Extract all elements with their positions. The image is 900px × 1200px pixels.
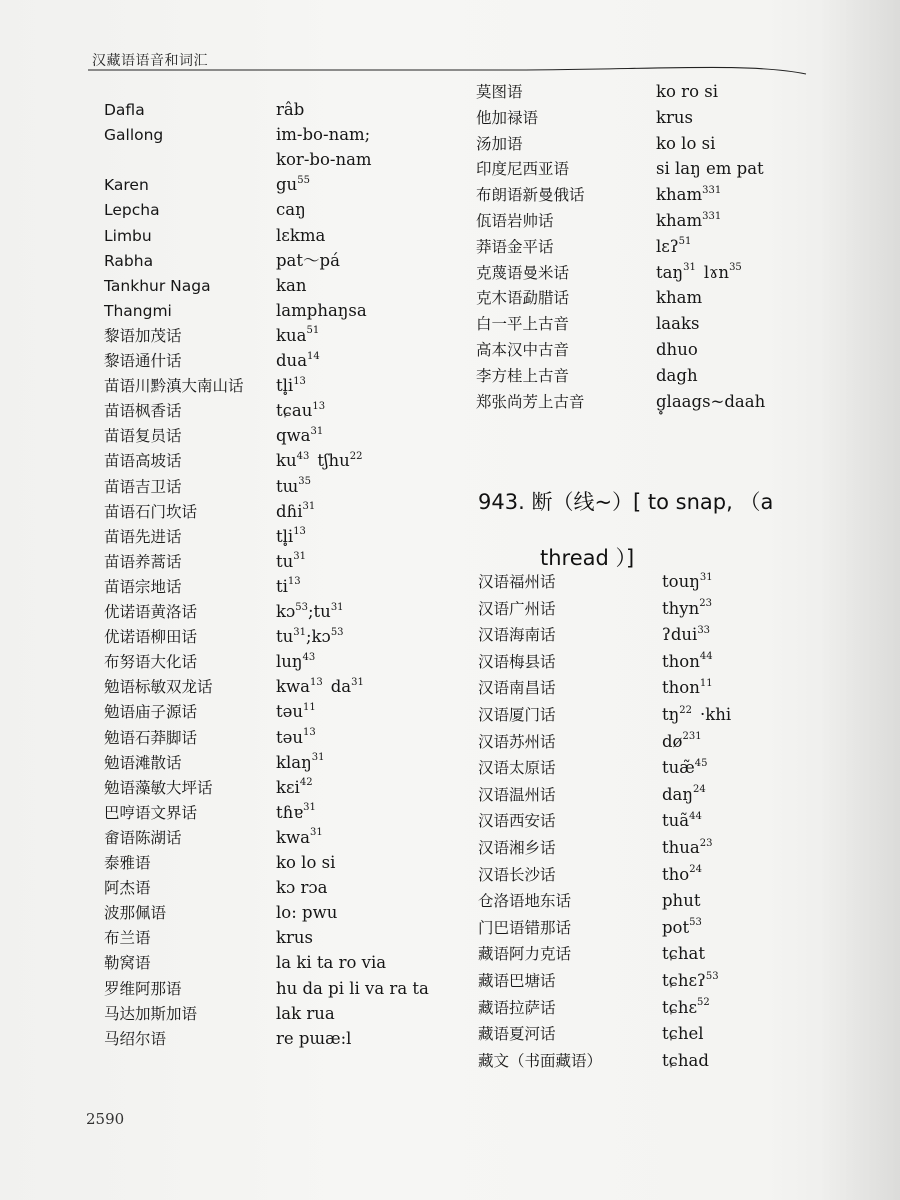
tone-mark: 44 [699, 651, 713, 663]
word-form [656, 157, 764, 181]
word-form [656, 209, 721, 233]
tone-mark: 13 [293, 375, 306, 387]
word-form [662, 756, 708, 780]
word-form [276, 249, 340, 273]
tone-mark: 331 [702, 184, 722, 196]
section-title: 断（线~）[ to snap, （a [531, 490, 774, 514]
language-name: Dafla [104, 101, 145, 119]
form-text: hu da pi li va ra ta [276, 978, 429, 998]
tone-mark-secondary: 22 [349, 450, 363, 462]
form-text: kham [656, 288, 703, 308]
word-form [656, 183, 721, 207]
word-form [656, 261, 742, 285]
tone-mark: 31 [310, 425, 324, 437]
tone-mark: 22 [679, 704, 692, 716]
form-text: kɔ rɔa [276, 878, 328, 898]
language-name: Limbu [104, 226, 152, 245]
tone-mark: 53 [295, 601, 308, 613]
language-name: 汉语苏州话 [478, 732, 556, 751]
language-name: 泰雅语 [104, 854, 151, 872]
form-text: tɕhɛʔ [662, 971, 706, 990]
form-text: thon [662, 678, 700, 698]
word-form [662, 730, 702, 754]
language-name: 藏语巴塘话 [478, 972, 556, 990]
tone-mark: 31 [683, 262, 696, 274]
tone-mark: 13 [287, 576, 301, 588]
word-form [276, 274, 306, 298]
language-name: 罗维阿那语 [104, 979, 182, 998]
language-name: Gallong [104, 126, 164, 145]
form-text: tɕhad [662, 1050, 709, 1070]
form-text: tuã [662, 811, 690, 831]
tone-mark: 35 [298, 476, 312, 487]
language-name: 克蔑语曼米话 [476, 263, 570, 282]
form-text: tho [662, 864, 690, 884]
word-form [276, 399, 325, 423]
word-form [276, 1002, 335, 1026]
form-text: thyn [662, 598, 700, 618]
word-form [276, 826, 323, 850]
language-name: 他加禄语 [476, 108, 539, 127]
language-name: 汉语福州话 [478, 573, 556, 591]
form-text: tu [276, 627, 294, 647]
language-name: 布努语大化话 [104, 653, 198, 672]
word-form [662, 623, 710, 647]
language-name: 苗语养蒿话 [104, 552, 182, 571]
form-text: pat～pá [276, 250, 340, 270]
word-form [276, 324, 319, 348]
language-name: 黎语通什话 [104, 352, 182, 370]
form-text: krus [656, 107, 693, 127]
form-text: tu [276, 551, 294, 571]
word-form [276, 926, 313, 950]
language-name: 苗语石门坎话 [104, 502, 198, 521]
word-form [276, 299, 367, 323]
tone-mark: 44 [689, 810, 702, 822]
language-name: 汤加语 [476, 134, 523, 153]
word-form [276, 173, 310, 197]
tone-mark: 33 [697, 624, 711, 636]
form-text: kɛi [276, 777, 300, 797]
form-text: lɛkma [276, 225, 326, 245]
form-text: tl̥i [276, 376, 294, 396]
word-form [276, 751, 324, 775]
word-form [276, 575, 301, 599]
tone-mark: 11 [303, 701, 316, 713]
form-text: im-bo-nam; [276, 125, 371, 145]
word-form [662, 996, 710, 1020]
form-text: re pɯæ:l [276, 1028, 352, 1048]
tone-mark: 43 [302, 651, 316, 663]
word-form [656, 286, 702, 310]
language-name: 苗语川黔滇大南山话 [104, 377, 244, 396]
word-form [276, 148, 372, 172]
tone-mark: 24 [693, 784, 706, 796]
tone-mark: 53 [689, 917, 702, 929]
word-form [276, 675, 364, 699]
running-header: 汉藏语语音和词汇 [92, 53, 208, 69]
tone-mark: 53 [705, 970, 719, 982]
language-name: Lepcha [104, 201, 160, 220]
form-text: dagh [656, 365, 698, 385]
language-name: 藏语拉萨话 [478, 998, 556, 1017]
form-text: ʔdui [662, 625, 698, 645]
tone-mark-secondary: 31 [351, 676, 364, 688]
form-text: tɕhat [662, 944, 705, 964]
language-name: 苗语吉卫话 [104, 477, 182, 496]
tone-mark: 43 [296, 450, 310, 462]
language-name: 勉语标敏双龙话 [104, 678, 213, 697]
language-name: 汉语梅县话 [478, 652, 556, 671]
tone-mark: 31 [699, 571, 713, 583]
form-text-secondary: lɤn [703, 262, 730, 282]
language-name: 汉语厦门话 [478, 706, 556, 724]
word-form [662, 676, 713, 700]
word-form [276, 550, 306, 574]
tone-mark: 31 [302, 501, 316, 513]
language-name: 印度尼西亚语 [476, 160, 570, 179]
word-form [656, 312, 699, 336]
form-text: tɕau [276, 401, 313, 421]
tone-mark: 42 [299, 777, 313, 789]
language-name: 莽语金平话 [476, 237, 554, 256]
form-text: kham [656, 211, 703, 230]
form-text: kan [276, 275, 307, 295]
form-text: râb [276, 100, 305, 119]
language-name: 汉语太原话 [478, 759, 556, 778]
language-name: 苗语宗地话 [104, 577, 182, 596]
word-form [276, 600, 344, 624]
language-name: 苗语枫香话 [104, 402, 182, 421]
language-name: 汉语海南话 [478, 626, 556, 645]
form-text: ko lo si [656, 133, 716, 153]
word-form [276, 349, 320, 373]
form-text: lamphaŋsa [276, 300, 367, 320]
form-text-secondary: ;tu [307, 602, 331, 621]
language-name: 马绍尔语 [104, 1029, 167, 1048]
form-text-secondary: da [330, 677, 352, 697]
language-name: 阿杰语 [104, 879, 151, 898]
language-name: 苗语复员话 [104, 427, 182, 446]
word-form [656, 106, 693, 130]
tone-mark-secondary: 35 [729, 262, 742, 274]
language-name: 勉语滩散话 [104, 753, 182, 772]
form-text: dhuo [656, 340, 698, 359]
form-text: lak rua [276, 1003, 335, 1023]
form-text: təu [276, 727, 304, 747]
word-form [276, 650, 315, 674]
tone-mark: 13 [309, 676, 323, 688]
word-form [276, 500, 315, 524]
language-name: 郑张尚芳上古音 [476, 392, 585, 411]
language-name: 勉语藻敏大坪话 [104, 778, 213, 797]
language-name: 黎语加茂话 [104, 326, 182, 345]
tone-mark: 23 [699, 598, 712, 610]
language-name: 汉语长沙话 [478, 865, 556, 884]
form-text: gu [276, 175, 298, 195]
language-name: 汉语广州话 [478, 599, 556, 618]
word-form [656, 80, 718, 104]
tone-mark: 31 [311, 752, 325, 764]
form-text: daŋ [662, 784, 694, 804]
language-name: 汉语温州话 [478, 785, 556, 804]
language-name: 布朗语新曼俄话 [476, 186, 585, 205]
form-text: phut [662, 891, 701, 911]
word-form [276, 625, 344, 649]
tone-mark: 13 [312, 400, 326, 412]
language-name: 勒窝语 [104, 954, 151, 973]
word-form [276, 1027, 351, 1051]
tone-mark: 31 [309, 827, 323, 839]
word-form [662, 809, 702, 833]
word-form [662, 942, 705, 966]
language-name: Karen [104, 176, 149, 195]
language-name: 藏语夏河话 [478, 1025, 556, 1044]
tone-mark: 45 [694, 757, 708, 769]
language-name: Thangmi [104, 301, 172, 320]
word-form [276, 198, 306, 222]
word-form [656, 132, 715, 156]
form-text: tɕhɛ [662, 997, 698, 1017]
tone-mark-secondary: 53 [330, 626, 344, 638]
language-name: 莫图语 [476, 83, 523, 101]
language-name: 布兰语 [104, 929, 151, 948]
form-text: caŋ [276, 200, 306, 220]
form-text: kham [656, 185, 703, 205]
word-form [662, 570, 713, 594]
word-form [662, 597, 712, 621]
section-number: 943. [478, 490, 525, 514]
language-name: 汉语南昌话 [478, 679, 556, 698]
form-text: dua [276, 351, 308, 370]
tone-mark: 31 [293, 551, 306, 563]
tone-mark: 51 [678, 236, 692, 248]
tone-mark: 13 [303, 727, 316, 738]
word-form [276, 801, 316, 825]
form-text: kwa [276, 677, 310, 697]
word-form [656, 338, 698, 362]
tone-mark: 52 [697, 997, 710, 1009]
language-name: 佤语岩帅话 [476, 212, 554, 230]
word-form [662, 783, 706, 807]
word-form [662, 863, 702, 887]
form-text: tɦɐ [276, 802, 304, 822]
form-text: dø [662, 731, 683, 751]
language-name: 勉语石莽脚话 [104, 728, 198, 747]
form-text: kwa [276, 827, 310, 847]
form-text-secondary: ;kɔ [306, 627, 331, 647]
form-text-secondary: ·khi [700, 705, 732, 724]
language-name: 马达加斯加语 [104, 1004, 198, 1023]
word-form [276, 374, 306, 398]
tone-mark: 231 [682, 731, 702, 743]
word-form [276, 424, 323, 448]
language-name: 高本汉中古音 [476, 341, 570, 359]
form-text: krus [276, 928, 313, 948]
word-form [662, 1049, 709, 1073]
form-text: pot [662, 917, 690, 937]
word-form [662, 703, 731, 727]
form-text: luŋ [276, 652, 303, 672]
word-form [276, 700, 316, 724]
language-name: 畲语陈湖话 [104, 828, 182, 847]
language-name: Rabha [104, 251, 154, 270]
language-name: 优诺语柳田话 [104, 628, 198, 647]
form-text: təu [276, 702, 304, 722]
word-form [656, 235, 691, 259]
language-name: 克木语勐腊话 [476, 289, 570, 308]
word-form [276, 449, 362, 473]
form-text: thua [662, 838, 700, 857]
language-name: 汉语西安话 [478, 812, 556, 831]
form-text: si laŋ em pat [656, 159, 764, 179]
tone-mark: 331 [702, 210, 722, 222]
word-form [662, 889, 700, 913]
word-form [276, 977, 429, 1001]
language-name: 苗语先进话 [104, 527, 182, 546]
language-name: 汉语湘乡话 [478, 839, 556, 857]
form-text: ti [276, 576, 288, 596]
tone-mark: 55 [297, 174, 310, 186]
word-form [662, 916, 702, 940]
form-text: ko ro si [656, 82, 718, 101]
form-text: kor-bo-nam [276, 150, 372, 170]
form-text: tŋ [662, 705, 680, 724]
form-text: lo: pwu [276, 903, 338, 923]
form-text: lɛʔ [656, 236, 679, 256]
language-name: 藏语阿力克话 [478, 945, 572, 964]
word-form [276, 224, 325, 248]
word-form [276, 851, 335, 875]
word-form [276, 901, 337, 925]
form-text-secondary: tʃhu [317, 451, 350, 471]
word-form [276, 951, 386, 975]
form-text: tɕhel [662, 1024, 704, 1044]
language-name: 藏文（书面藏语） [478, 1051, 603, 1070]
form-text: touŋ [662, 572, 700, 591]
form-text: qwa [276, 426, 311, 446]
word-form [276, 98, 304, 122]
tone-mark: 13 [293, 526, 306, 538]
language-name: 波那佩语 [104, 904, 167, 923]
word-form [662, 1022, 704, 1046]
tone-mark-secondary: 31 [330, 601, 344, 613]
word-form [276, 776, 313, 800]
form-text: taŋ [656, 262, 684, 282]
word-form [276, 876, 327, 900]
form-text: tɯ [276, 476, 299, 496]
word-form [662, 836, 712, 860]
form-text: dɦi [276, 501, 303, 521]
tone-mark: 14 [307, 350, 320, 362]
tone-mark: 31 [303, 802, 316, 814]
language-name: 巴哼语文界话 [104, 803, 198, 822]
word-form [662, 969, 719, 993]
form-text: laaks [656, 314, 700, 334]
form-text: klaŋ [276, 752, 312, 772]
form-text: tuæ̃ [662, 758, 695, 778]
form-text: kua [276, 325, 307, 345]
word-form [276, 123, 370, 147]
form-text: ko lo si [276, 853, 336, 872]
word-form [276, 475, 311, 499]
tone-mark: 51 [306, 325, 320, 337]
word-form [656, 364, 698, 388]
form-text: la ki ta ro via [276, 953, 387, 973]
form-text: ku [276, 451, 297, 471]
page-number: 2590 [86, 1110, 125, 1128]
language-name: 门巴语错那话 [478, 918, 572, 937]
tone-mark: 31 [293, 626, 306, 638]
form-text: thon [662, 651, 700, 671]
form-text: g̥laags~daah [656, 391, 766, 411]
form-text: kɔ [276, 602, 296, 621]
language-name: 勉语庙子源话 [104, 703, 198, 722]
form-text: tl̥i [276, 526, 294, 546]
tone-mark: 11 [699, 677, 713, 689]
page-edge-shadow [820, 0, 900, 1200]
language-name: 优诺语黄洛话 [104, 603, 198, 621]
language-name: Tankhur Naga [104, 276, 211, 295]
word-form [656, 390, 765, 414]
tone-mark: 23 [699, 837, 713, 849]
word-form [276, 726, 316, 750]
language-name: 李方桂上古音 [476, 366, 570, 385]
language-name: 苗语高坡话 [104, 452, 182, 471]
word-form [276, 525, 306, 549]
word-form [662, 650, 713, 674]
language-name: 白一平上古音 [476, 315, 570, 334]
tone-mark: 24 [689, 864, 702, 876]
language-name: 仓洛语地东话 [478, 892, 572, 911]
section-title-line2: thread ）] [540, 546, 635, 570]
